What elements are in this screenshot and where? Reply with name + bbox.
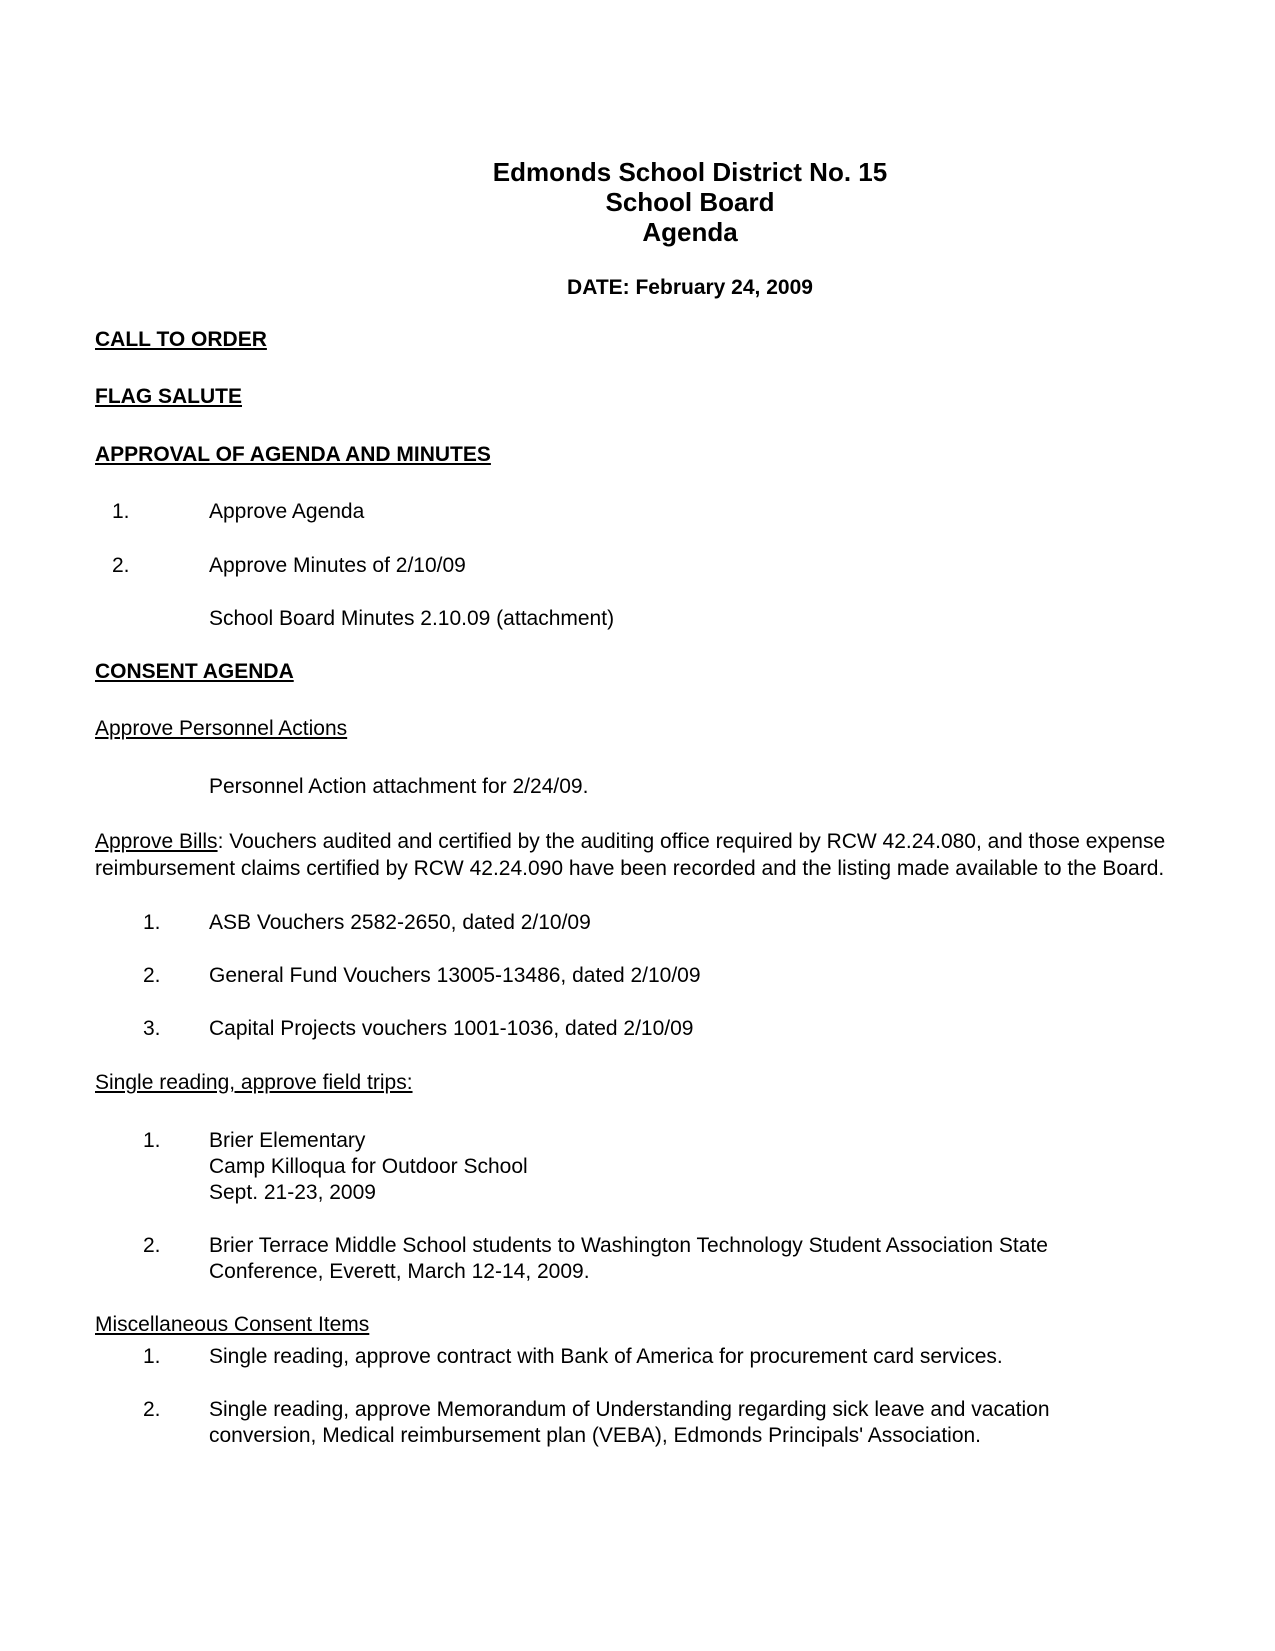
bills-item-text: General Fund Vouchers 13005-13486, dated 2/10/09 [209, 964, 701, 987]
minutes-attachment: School Board Minutes 2.10.09 (attachment) [209, 607, 615, 630]
meeting-date: DATE: February 24, 2009 [567, 276, 813, 299]
heading-flag-salute: FLAG SALUTE [95, 385, 242, 408]
subheading-field-trips: Single reading, approve field trips: [95, 1071, 413, 1094]
field-trip-line: Sept. 21-23, 2009 [209, 1181, 376, 1204]
subheading-personnel: Approve Personnel Actions [95, 717, 348, 740]
bills-item-number: 3. [143, 1017, 161, 1040]
bills-item-text: ASB Vouchers 2582-2650, dated 2/10/09 [209, 911, 591, 934]
personnel-attachment: Personnel Action attachment for 2/24/09. [209, 775, 589, 798]
bills-text: : Vouchers audited and certified by the auditing office required by RCW 42.24.080, and those expense reimbursement claims certified by RCW 42.24.090 have been recorded and the listing made available to the Board. [95, 830, 1166, 880]
bills-label: Approve Bills [95, 830, 218, 853]
field-trip-line: Brier Elementary [209, 1129, 366, 1152]
heading-call-to-order: CALL TO ORDER [95, 328, 267, 351]
field-trip-number: 2. [143, 1234, 161, 1257]
heading-approval: APPROVAL OF AGENDA AND MINUTES [95, 443, 491, 466]
subheading-misc: Miscellaneous Consent Items [95, 1313, 370, 1336]
approval-item-number: 1. [112, 500, 130, 523]
bills-item-number: 2. [143, 964, 161, 987]
misc-item-number: 1. [143, 1345, 161, 1368]
bills-paragraph [95, 828, 1195, 882]
approval-item-number: 2. [112, 554, 130, 577]
agenda-title: Agenda [642, 217, 738, 247]
bills-item-text: Capital Projects vouchers 1001-1036, dated 2/10/09 [209, 1017, 694, 1040]
heading-consent-agenda: CONSENT AGENDA [95, 660, 294, 683]
approval-item-text: Approve Minutes of 2/10/09 [209, 554, 466, 577]
misc-item-line: Single reading, approve Memorandum of Understanding regarding sick leave and vacation [209, 1398, 1050, 1421]
field-trip-line: Camp Killoqua for Outdoor School [209, 1155, 528, 1178]
district-title: Edmonds School District No. 15 [492, 157, 888, 187]
field-trip-number: 1. [143, 1129, 161, 1152]
misc-item-line: conversion, Medical reimbursement plan (VEBA), Edmonds Principals' Association. [209, 1424, 982, 1447]
misc-item-line: Single reading, approve contract with Bank of America for procurement card services. [209, 1345, 1003, 1368]
field-trip-line: Conference, Everett, March 12-14, 2009. [209, 1260, 590, 1283]
bills-item-number: 1. [143, 911, 161, 934]
misc-item-number: 2. [143, 1398, 161, 1421]
approval-item-text: Approve Agenda [209, 500, 365, 523]
board-title: School Board [605, 187, 775, 217]
field-trip-line: Brier Terrace Middle School students to Washington Technology Student Association State [209, 1234, 1048, 1257]
